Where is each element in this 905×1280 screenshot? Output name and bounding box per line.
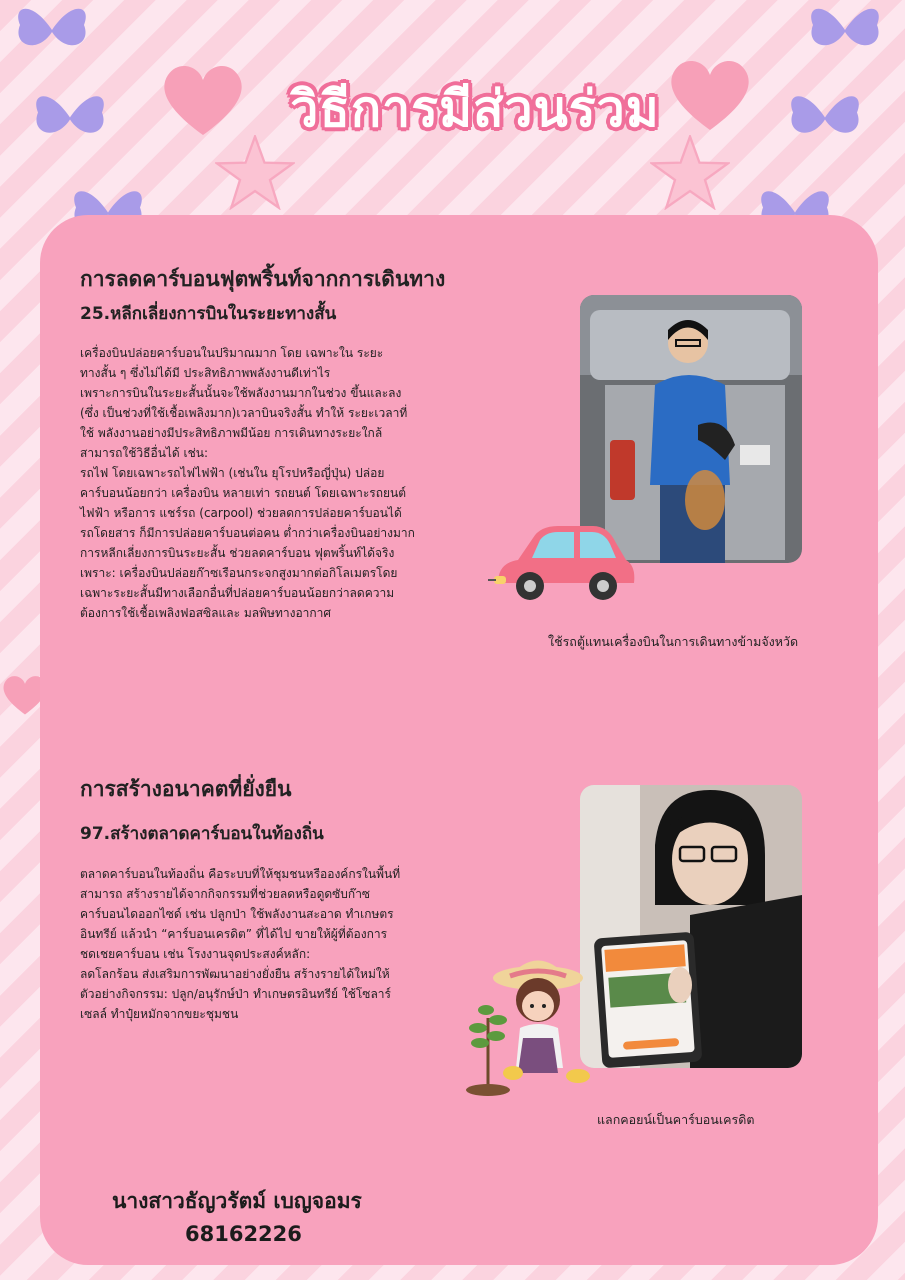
section2-heading: การสร้างอนาคตที่ยั่งยืน <box>80 777 292 801</box>
section1-line: ทางสั้น ๆ ซึ่งไม่ได้มี ประสิทธิภาพพลังงานดีเท่าไร <box>80 366 331 380</box>
section2-line: อินทรีย์ แล้วนำ “คาร์บอนเครดิต” ที่ได้ไป ขายให้ผู้ที่ต้องการ <box>80 927 388 941</box>
butterfly-decoration <box>785 85 865 150</box>
section1-body <box>80 343 465 623</box>
butterfly-decoration <box>12 0 92 60</box>
section1-line: รถไฟ โดยเฉพาะรถไฟไฟฟ้า (เช่นใน ยุโรปหรือญี่ปุ่น) ปล่อย <box>80 466 385 480</box>
car-illustration <box>488 518 638 613</box>
section2-line: ลดโลกร้อน ส่งเสริมการพัฒนาอย่างยั่งยืน สร้างรายได้ใหม่ให้ <box>80 967 390 981</box>
girl-planting-illustration <box>458 948 603 1096</box>
section2-subheading: 97.สร้างตลาดคาร์บอนในท้องถิ่น <box>80 824 324 844</box>
author-name: นางสาวธัญวรัตม์ เบญจอมร <box>112 1189 362 1213</box>
section1-caption: ใช้รถตู้แทนเครื่องบินในการเดินทางข้ามจังหวัด <box>548 634 799 649</box>
section2-line: ตัวอย่างกิจกรรม: ปลูก/อนุรักษ์ป่า ทำเกษตรอินทรีย์ ใช้โซลาร์ <box>80 987 391 1001</box>
section2-line: ตลาดคาร์บอนในท้องถิ่น คือระบบที่ให้ชุมชนหรือองค์กรในพื้นที่ <box>80 867 401 881</box>
section1-line: การหลีกเลี่ยงการบินระยะสั้น ช่วยลดคาร์บอน ฟุตพริ้นท์ได้จริง <box>80 546 395 560</box>
section1-line: คาร์บอนน้อยกว่า เครื่องบิน หลายเท่า รถยนต์ โดยเฉพาะรถยนต์ <box>80 486 407 500</box>
section1-line: ไฟฟ้า หรือการ แชร์รถ (carpool) ช่วยลดการปล่อยคาร์บอนได้ <box>80 506 402 520</box>
section1-line: รถโดยสาร ก็มีการปล่อยคาร์บอนต่อคน ต่ำกว่าเครื่องบินอย่างมาก <box>80 526 415 540</box>
section2-line: คาร์บอนไดออกไซด์ เช่น ปลูกป่า ใช้พลังงานสะอาด ทำเกษตร <box>80 907 394 921</box>
butterfly-decoration <box>805 0 885 60</box>
section2-body <box>80 864 465 1024</box>
author-id: 68162226 <box>185 1222 302 1246</box>
section2-caption: แลกคอยน์เป็นคาร์บอนเครดิต <box>597 1112 755 1127</box>
section1-line: สามารถใช้วิธีอื่นได้ เช่น: <box>80 446 209 460</box>
section2-line: เซลล์ ทำปุ๋ยหมักจากขยะชุมชน <box>80 1007 239 1021</box>
heart-decoration <box>158 60 248 140</box>
page-title: วิธีการมีส่วนร่วม <box>290 80 660 138</box>
section1-heading: การลดคาร์บอนฟุตพริ้นท์จากการเดินทาง <box>80 267 446 291</box>
section1-line: (ซึ่ง เป็นช่วงที่ใช้เชื้อเพลิงมาก)เวลาบินจริงสั้น ทำให้ ระยะเวลาที่ <box>80 406 408 420</box>
section1-line: ใช้ พลังงานอย่างมีประสิทธิภาพมีน้อย การเดินทางระยะใกล้ <box>80 426 383 440</box>
section1-subheading: 25.หลีกเลี่ยงการบินในระยะทางสั้น <box>80 304 337 324</box>
section1-line: เพราะการบินในระยะสั้นนั้นจะใช้พลังงานมากในช่วง ขึ้นและลง <box>80 386 402 400</box>
section2-line: สามารถ สร้างรายได้จากกิจกรรมที่ช่วยลดหรือดูดซับก๊าซ <box>80 887 371 901</box>
photo-tablet <box>580 785 802 1068</box>
butterfly-decoration <box>30 85 110 150</box>
section1-line: เพราะ: เครื่องบินปล่อยก๊าซเรือนกระจกสูงมากต่อกิโลเมตรโดย <box>80 566 398 580</box>
section1-line: เครื่องบินปล่อยคาร์บอนในปริมาณมาก โดย เฉพาะใน ระยะ <box>80 346 384 360</box>
section2-line: ชดเชยคาร์บอน เช่น โรงงานจุดประสงค์หลัก: <box>80 947 311 961</box>
section1-line: ต้องการใช้เชื้อเพลิงฟอสซิลและ มลพิษทางอากาศ <box>80 606 332 620</box>
section1-line: เฉพาะระยะสั้นมีทางเลือกอื่นที่ปล่อยคาร์บอนน้อยกว่าลดความ <box>80 586 395 600</box>
